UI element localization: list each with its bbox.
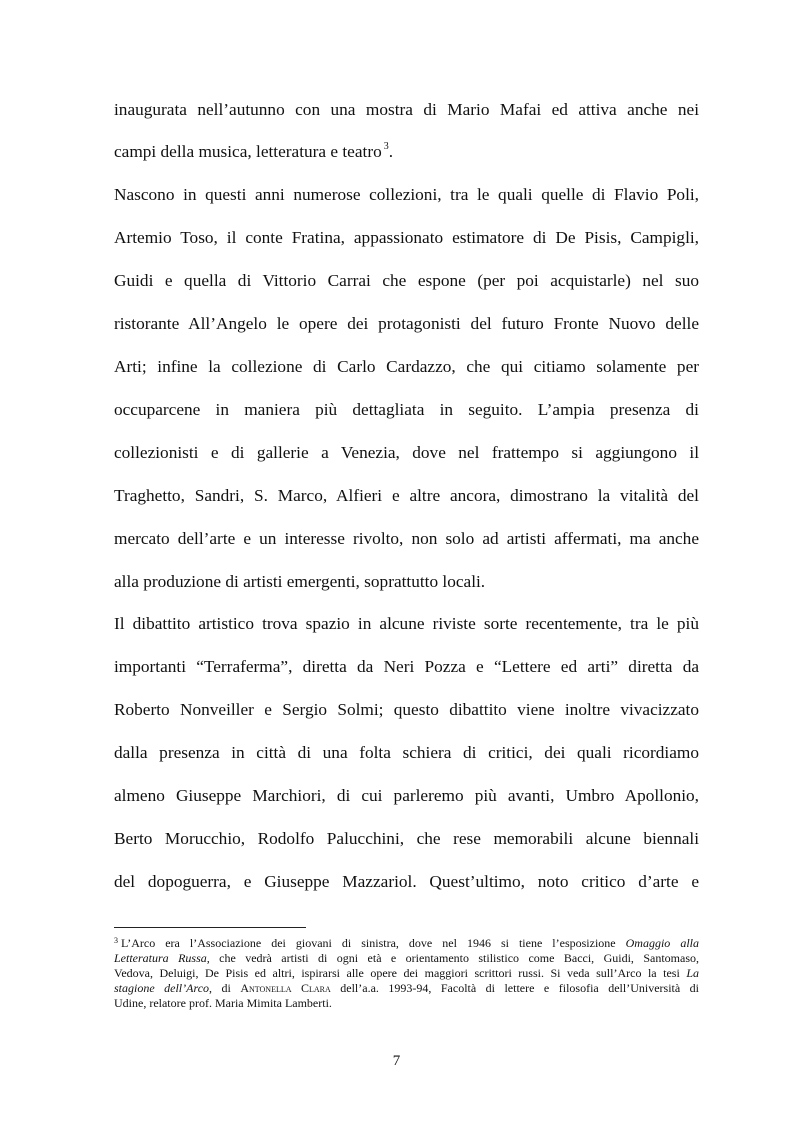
body-line: collezionisti e di gallerie a Venezia, dove nel frattempo si aggiungono il [114,443,699,462]
body-line-text: campi della musica, letteratura e teatro [114,142,382,161]
body-line: Berto Morucchio, Rodolfo Palucchini, che rese memorabili alcune biennali [114,829,699,848]
body-line: Guidi e quella di Vittorio Carrai che espone (per poi acquistarle) nel suo [114,271,699,290]
body-line: ristorante All’Angelo le opere dei protagonisti del futuro Fronte Nuovo delle [114,314,699,333]
body-line [114,141,699,166]
footnote-line: Vedova, Deluigi, De Pisis ed altri, ispirarsi alle opere dei maggiori scrittori russi. Si veda sull’Arco la tesi La [114,966,699,980]
footnote-reference: 3 [383,141,389,152]
body-line: inaugurata nell’autunno con una mostra di Mario Mafai ed attiva anche nei [114,100,699,119]
body-line: alla produzione di artisti emergenti, soprattutto locali. [114,572,486,591]
body-line: Arti; infine la collezione di Carlo Cardazzo, che qui citiamo solamente per [114,357,699,376]
body-line: del dopoguerra, e Giuseppe Mazzariol. Quest’ultimo, noto critico d’arte e [114,872,699,891]
footnote-separator [114,927,306,928]
body-line: Il dibattito artistico trova spazio in alcune riviste sorte recentemente, tra le più [114,614,699,633]
body-line: almeno Giuseppe Marchiori, di cui parleremo più avanti, Umbro Apollonio, [114,786,699,805]
body-line: Traghetto, Sandri, S. Marco, Alfieri e altre ancora, dimostrano la vitalità del [114,486,699,505]
footnote-line: Udine, relatore prof. Maria Mimita Lamberti. [114,996,332,1010]
footnote-number: 3 [114,936,118,945]
body-line: Roberto Nonveiller e Sergio Solmi; questo dibattito viene inoltre vivacizzato [114,700,699,719]
body-line-end: . [388,142,394,161]
body-line: Artemio Toso, il conte Fratina, appassionato estimatore di De Pisis, Campigli, [114,228,699,247]
footnote-line: Letteratura Russa, che vedrà artisti di ogni età e orientamento stilistico come Bacci, Guidi, Santomaso, [114,951,700,965]
body-line: mercato dell’arte e un interesse rivolto, non solo ad artisti affermati, ma anche [114,529,699,548]
page-number: 7 [392,1053,401,1069]
footnote-line: stagione dell’Arco, di Antonella Clara dell’a.a. 1993-94, Facoltà di lettere e filosofia dell’Università di [114,981,699,995]
body-line: dalla presenza in città di una folta schiera di critici, dei quali ricordiamo [114,743,699,762]
footnote-line: $^3$ L’Arco era l’Associazione dei giovani di sinistra, dove nel 1946 si tiene l’esposizione Omaggio alla [114,936,699,950]
body-line: importanti “Terraferma”, diretta da Neri Pozza e “Lettere ed arti” diretta da [114,657,699,676]
body-line: Nascono in questi anni numerose collezioni, tra le quali quelle di Flavio Poli, [114,185,699,204]
body-line: occuparcene in maniera più dettagliata in seguito. L’ampia presenza di [114,400,699,419]
